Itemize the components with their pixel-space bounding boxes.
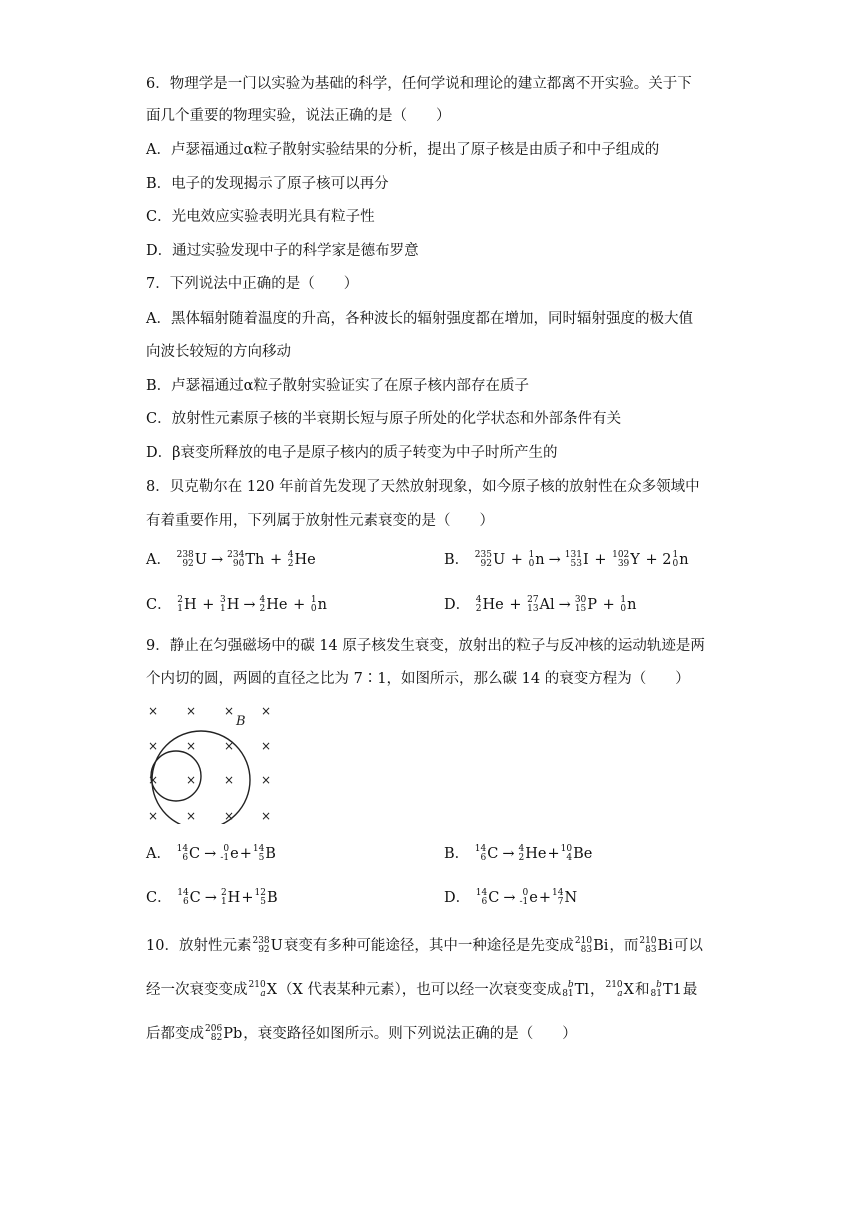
option-label: D． [444,597,471,613]
svg-text:×: × [223,739,235,753]
svg-text:×: × [185,739,197,753]
q7-stem: 7．下列说法中正确的是（ ） [146,276,359,292]
q7-option-a-line1: A．黑体辐射随着温度的升高，各种波长的辐射强度都在增加，同时辐射强度的极大值 [146,311,693,327]
q8-option-c: C． 2 1 H + 3 1 H → 4 2 He + 1 0 n [146,595,327,614]
q10-stem-line1: 10．放射性元素 238 92 U 衰变有多种可能途径，其中一种途径是先变成 210 83 Bi ，而 210 83 Bi 可以 [146,936,703,955]
q7-option-c: C．放射性元素原子核的半衰期长短与原子所处的化学状态和外部条件有关 [146,411,622,427]
q6-stem-line1: 6．物理学是一门以实验为基础的科学，任何学说和理论的建立都离不开实验。关于下 [146,76,692,92]
q8-option-a: A． 238 92 U → 234 90 Th + 4 2 He [146,550,316,569]
option-label: B． [444,846,470,862]
field-crosses [148,704,271,823]
magnetic-field-diagram [140,700,280,824]
q9-stem-line1: 9．静止在匀强磁场中的碳 14 原子核发生衰变，放射出的粒子与反冲核的运动轨迹是两 [146,638,705,654]
svg-text:×: × [223,773,235,787]
svg-text:×: × [185,809,197,823]
q9-stem-line2: 个内切的圆，两圆的直径之比为 7∶1，如图所示，那么碳 14 的衰变方程为（ ） [146,671,690,687]
svg-text:×: × [147,739,159,753]
q6-option-d: D．通过实验发现中子的科学家是德布罗意 [146,243,419,259]
q9-option-a: A． 14 6 C → 0 -1 e + 14 5 B [146,844,276,863]
svg-text:×: × [185,773,197,787]
q6-option-c: C．光电效应实验表明光具有粒子性 [146,209,375,225]
svg-text:×: × [260,739,272,753]
option-label: A． [146,846,171,862]
svg-text:×: × [223,704,235,718]
svg-text:×: × [185,704,197,718]
svg-text:×: × [147,704,159,718]
q9-option-c: C． 14 6 C → 2 1 H + 12 5 B [146,888,278,907]
svg-text:×: × [260,704,272,718]
svg-text:×: × [147,809,159,823]
svg-text:×: × [260,809,272,823]
q9-option-d: D． 14 6 C → 0 -1 e + 14 7 N [444,888,578,907]
q6-option-b: B．电子的发现揭示了原子核可以再分 [146,176,389,192]
nuclide-th234: 234 90 Th [227,550,265,569]
q7-option-d: D．β衰变所释放的电子是原子核内的质子转变为中子时所产生的 [146,445,558,461]
nuclide-u238: 238 92 U [176,550,208,569]
option-label: C． [146,890,172,906]
q8-stem-line1: 8．贝克勒尔在 120 年前首先发现了天然放射现象，如今原子核的放射性在众多领域中 [146,479,700,495]
q10-stem-line3: 后都变成 206 82 Pb ，衰变路径如图所示。则下列说法正确的是（ ） [146,1024,577,1043]
svg-text:×: × [260,773,272,787]
q6-option-a: A．卢瑟福通过α粒子散射实验结果的分析，提出了原子核是由质子和中子组成的 [146,142,660,158]
nuclide-he4: 4 2 He [287,550,316,569]
q8-option-b: B． 235 92 U + 1 0 n → 131 53 I + 102 39 Y + 2 1 0 n [444,550,689,569]
svg-text:×: × [147,773,159,787]
q9-option-b: B． 14 6 C → 4 2 He + 10 4 Be [444,844,593,863]
option-label: A． [146,552,171,568]
option-label: B． [444,552,470,568]
svg-text:×: × [223,809,235,823]
field-label-b: B [236,714,246,729]
q7-option-b: B．卢瑟福通过α粒子散射实验证实了在原子核内部存在质子 [146,378,529,394]
q10-stem-line2: 经一次衰变变成 210 a X （X 代表某种元素），也可以经一次衰变变成 b 81 Tl ， 210 a X 和 b 81 T1 最 [146,980,698,999]
q8-option-d: D． 4 2 He + 27 13 Al → 30 15 P + 1 0 n [444,595,637,614]
option-label: D． [444,890,471,906]
q8-stem-line2: 有着重要作用，下列属于放射性元素衰变的是（ ） [146,513,494,529]
q6-stem-line2: 面几个重要的物理实验，说法正确的是（ ） [146,108,451,124]
option-label: C． [146,597,172,613]
q7-option-a-line2: 向波长较短的方向移动 [146,344,291,360]
